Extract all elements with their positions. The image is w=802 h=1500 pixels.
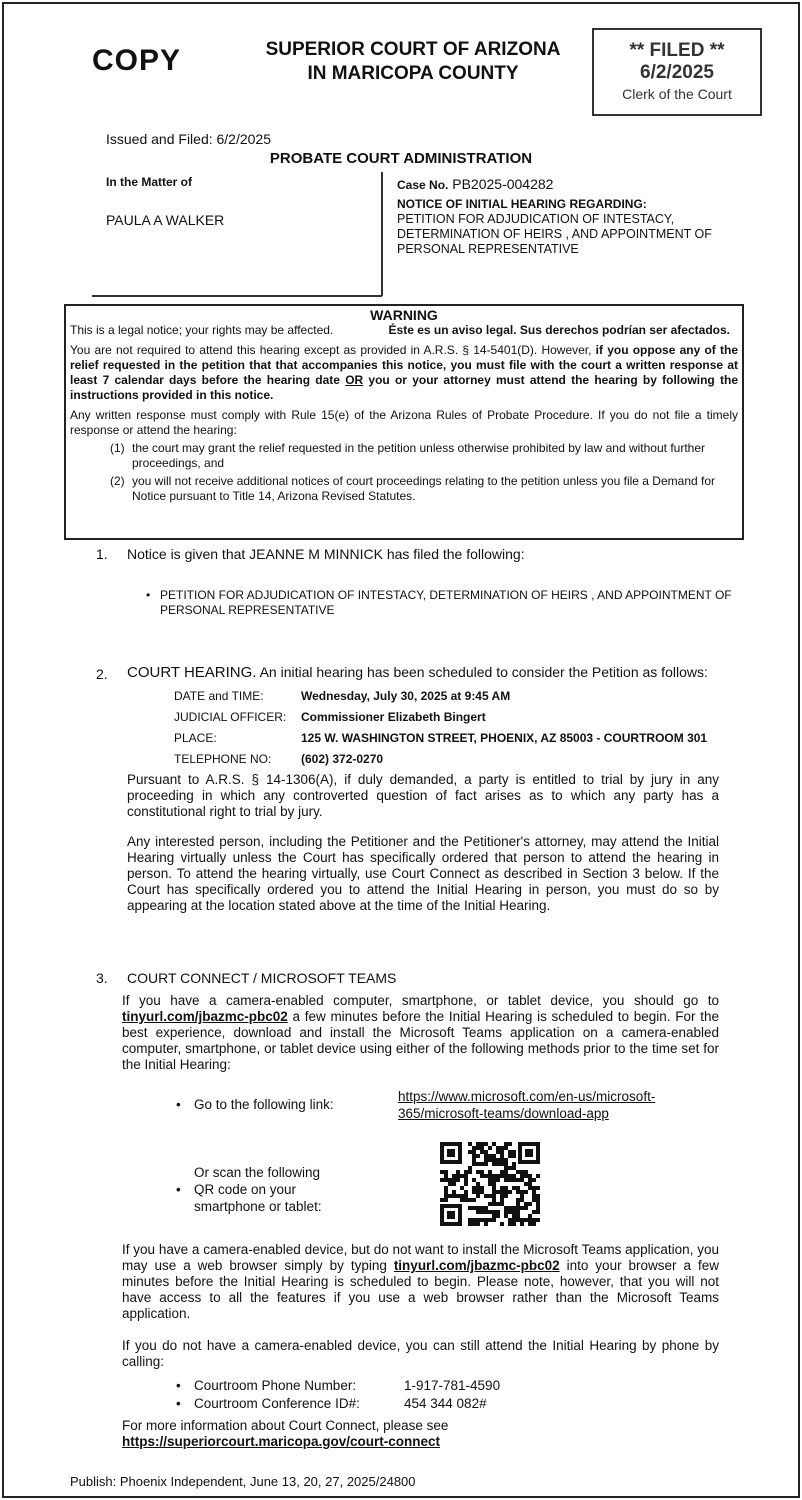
court-connect-link[interactable]: https://superiorcourt.maricopa.gov/court-connect bbox=[122, 1434, 441, 1449]
section-2-number: 2. bbox=[96, 666, 108, 682]
qr-line-1: Or scan the following bbox=[194, 1165, 321, 1180]
warning-p1-or: OR bbox=[345, 373, 364, 387]
case-number bbox=[397, 176, 553, 192]
court-line-2: IN MARICOPA COUNTY bbox=[307, 63, 519, 84]
conference-id-item bbox=[176, 1396, 487, 1411]
court-name bbox=[228, 38, 598, 86]
warning-item-text: you will not receive additional notices of court proceedings relating to the petition unless you file a Demand for Notice pursuant to Title 14, Arizona Revised Statutes. bbox=[132, 474, 716, 503]
filed-stamp bbox=[592, 28, 762, 116]
hearing-row bbox=[174, 707, 707, 728]
conference-value: 454 344 082# bbox=[404, 1396, 487, 1411]
hearing-value: (602) 372-0270 bbox=[301, 752, 384, 766]
bullet-icon: • bbox=[176, 1182, 181, 1197]
caption-divider-vertical bbox=[381, 172, 383, 296]
teams-download-link-line-1[interactable]: https://www.microsoft.com/en-us/microsoft- bbox=[398, 1089, 656, 1104]
section-3-heading: COURT CONNECT / MICROSOFT TEAMS bbox=[127, 970, 397, 986]
warning-item-text: the court may grant the relief requested in the petition unless otherwise prohibited by law and without further proceedings, and bbox=[132, 441, 705, 470]
warning-title: WARNING bbox=[370, 307, 438, 323]
phone-label: Courtroom Phone Number: bbox=[194, 1378, 357, 1393]
party-name: PAULA A WALKER bbox=[106, 212, 225, 228]
matter-label: In the Matter of bbox=[106, 175, 192, 189]
virtual-attendance-paragraph: Any interested person, including the Petitioner and the Petitioner's attorney, may attend the Initial Hearing virtually unless the Court has specifically ordered that person to attend the hearing in person. To attend the hearing virtually, use Court Connect as described in Section 3 below. If the Court has specifically ordered you to attend the Initial Hearing in person, you must do so by appearing at the location stated above at the time of the Initial Hearing. bbox=[127, 834, 719, 913]
bullet-icon: • bbox=[176, 1097, 181, 1112]
teams-download-link[interactable] bbox=[398, 1088, 655, 1122]
notice-title: NOTICE OF INITIAL HEARING REGARDING: bbox=[397, 197, 647, 211]
warning-legal-en: This is a legal notice; your rights may be affected. bbox=[70, 323, 334, 337]
court-line-1: SUPERIOR COURT OF ARIZONA bbox=[265, 39, 561, 60]
administration-title: PROBATE COURT ADMINISTRATION bbox=[269, 150, 533, 167]
warning-item bbox=[110, 474, 738, 504]
hearing-details bbox=[174, 686, 707, 770]
goto-label: Go to the following link: bbox=[194, 1097, 334, 1112]
qr-line-2: QR code on your bbox=[194, 1182, 297, 1197]
warning-consequences bbox=[110, 441, 738, 504]
warning-p1-bold-a: if you oppose any of the relief requested in the petition that that accompanies this notice, you must file with the court a written response at least 7 calendar days before the hearing date bbox=[70, 343, 738, 387]
case-number-label: Case No. bbox=[397, 178, 449, 192]
qr-instructions bbox=[176, 1164, 346, 1215]
court-connect-paragraph bbox=[122, 993, 719, 1073]
section-1-text: Notice is given that JEANNE M MINNICK has filed the following: bbox=[127, 546, 525, 562]
more-info-text: For more information about Court Connect, please see bbox=[122, 1418, 449, 1433]
notice-subject-line-2: DETERMINATION OF HEIRS , AND APPOINTMENT OF bbox=[397, 227, 712, 241]
notice-subject bbox=[397, 212, 737, 257]
notice-subject-line-1: PETITION FOR ADJUDICATION OF INTESTACY, bbox=[397, 212, 675, 226]
hearing-row bbox=[174, 749, 707, 770]
warning-item-number: (1) bbox=[110, 441, 125, 455]
web-browser-text-a: If you have a camera-enabled device, but do not want to install the Microsoft Teams application, you may use a web browser simply by typing bbox=[122, 1242, 719, 1273]
hearing-value: Commissioner Elizabeth Bingert bbox=[301, 710, 486, 724]
jury-trial-paragraph: Pursuant to A.R.S. § 14-1306(A), if duly demanded, a party is entitled to trial by jury in any proceeding in which any controverted question of fact arises as to which any party has a constitutional right to trial by jury. bbox=[127, 772, 719, 819]
bullet-icon: • bbox=[176, 1396, 181, 1411]
case-number-value: PB2025-004282 bbox=[452, 176, 554, 192]
conference-label: Courtroom Conference ID#: bbox=[194, 1396, 360, 1411]
web-browser-text-b: into your browser a few minutes before the Initial Hearing is scheduled to begin. Please note, however, that you will not have access to all the features if you use a web browser rather than the Microsoft Teams application. bbox=[122, 1258, 719, 1321]
warning-p1-normal: You are not required to attend this hearing except as provided in A.R.S. § 14-5401(D). However, bbox=[70, 343, 596, 357]
filed-stamp-clerk: Clerk of the Court bbox=[622, 86, 732, 102]
download-link-item bbox=[176, 1097, 334, 1112]
caption-divider-horizontal bbox=[92, 295, 382, 297]
hearing-row bbox=[174, 728, 707, 749]
warning-paragraph-2: Any written response must comply with Rule 15(e) of the Arizona Rules of Probate Procedure. If you do not file a timely response or attend the hearing: bbox=[70, 408, 738, 437]
warning-item-number: (2) bbox=[110, 474, 125, 488]
phone-paragraph: If you do not have a camera-enabled device, you can still attend the Initial Hearing by phone by calling: bbox=[122, 1338, 719, 1369]
warning-box bbox=[64, 304, 744, 540]
hearing-label: TELEPHONE NO: bbox=[174, 752, 272, 766]
petition-item-text: PETITION FOR ADJUDICATION OF INTESTACY, DETERMINATION OF HEIRS , AND APPOINTMENT OF PERSONAL REPRESENTATIVE bbox=[160, 588, 732, 617]
warning-paragraph-1 bbox=[70, 343, 738, 403]
filed-stamp-title: ** FILED ** bbox=[629, 40, 725, 61]
phone-number-item bbox=[176, 1378, 500, 1393]
warning-legal-es: Éste es un aviso legal. Sus derechos podrían ser afectados. bbox=[388, 323, 730, 337]
copy-label: COPY bbox=[92, 44, 182, 77]
court-connect-text-b: a few minutes before the Initial Hearing is scheduled to begin. For the best experience, download and install the Microsoft Teams application on a camera-enabled computer, smartphone, or tablet device using either of the following methods prior to the time set for the Initial Hearing: bbox=[122, 1009, 719, 1072]
qr-code-icon[interactable] bbox=[438, 1140, 542, 1228]
hearing-label: PLACE: bbox=[174, 731, 217, 745]
section-3-number: 3. bbox=[96, 970, 108, 986]
hearing-value: 125 W. WASHINGTON STREET, PHOENIX, AZ 85003 - COURTROOM 301 bbox=[301, 731, 708, 745]
hearing-value: Wednesday, July 30, 2025 at 9:45 AM bbox=[301, 689, 511, 703]
publish-line: Publish: Phoenix Independent, June 13, 20, 27, 2025/24800 bbox=[70, 1474, 416, 1489]
warning-p1-bold-b: you or your attorney must attend the hearing by following the instructions provided in this notice. bbox=[70, 373, 738, 402]
filed-stamp-date: 6/2/2025 bbox=[640, 62, 714, 83]
tinyurl-link-2[interactable]: tinyurl.com/jbazmc-pbc02 bbox=[393, 1258, 560, 1273]
phone-value: 1-917-781-4590 bbox=[404, 1378, 501, 1393]
bullet-icon: • bbox=[176, 1378, 181, 1393]
hearing-label: JUDICIAL OFFICER: bbox=[174, 710, 287, 724]
court-connect-text-a: If you have a camera-enabled computer, smartphone, or tablet device, you should go to bbox=[122, 993, 719, 1008]
issued-date: Issued and Filed: 6/2/2025 bbox=[106, 131, 272, 147]
hearing-label: DATE and TIME: bbox=[174, 689, 264, 703]
qr-line-3: smartphone or tablet: bbox=[194, 1199, 322, 1214]
section-2-heading-line bbox=[127, 664, 708, 681]
notice-subject-line-3: PERSONAL REPRESENTATIVE bbox=[397, 242, 579, 256]
warning-item bbox=[110, 441, 738, 471]
section-1-petition-item bbox=[146, 588, 756, 618]
section-2-heading: COURT HEARING. bbox=[127, 664, 257, 681]
section-2-intro: An initial hearing has been scheduled to consider the Petition as follows: bbox=[256, 664, 708, 680]
tinyurl-link[interactable]: tinyurl.com/jbazmc-pbc02 bbox=[122, 1009, 288, 1024]
hearing-row bbox=[174, 686, 707, 707]
section-1-number: 1. bbox=[96, 546, 108, 562]
teams-download-link-line-2[interactable]: 365/microsoft-teams/download-app bbox=[398, 1106, 609, 1121]
web-browser-paragraph bbox=[122, 1242, 719, 1322]
bullet-icon: • bbox=[146, 588, 151, 602]
more-info bbox=[122, 1418, 448, 1450]
